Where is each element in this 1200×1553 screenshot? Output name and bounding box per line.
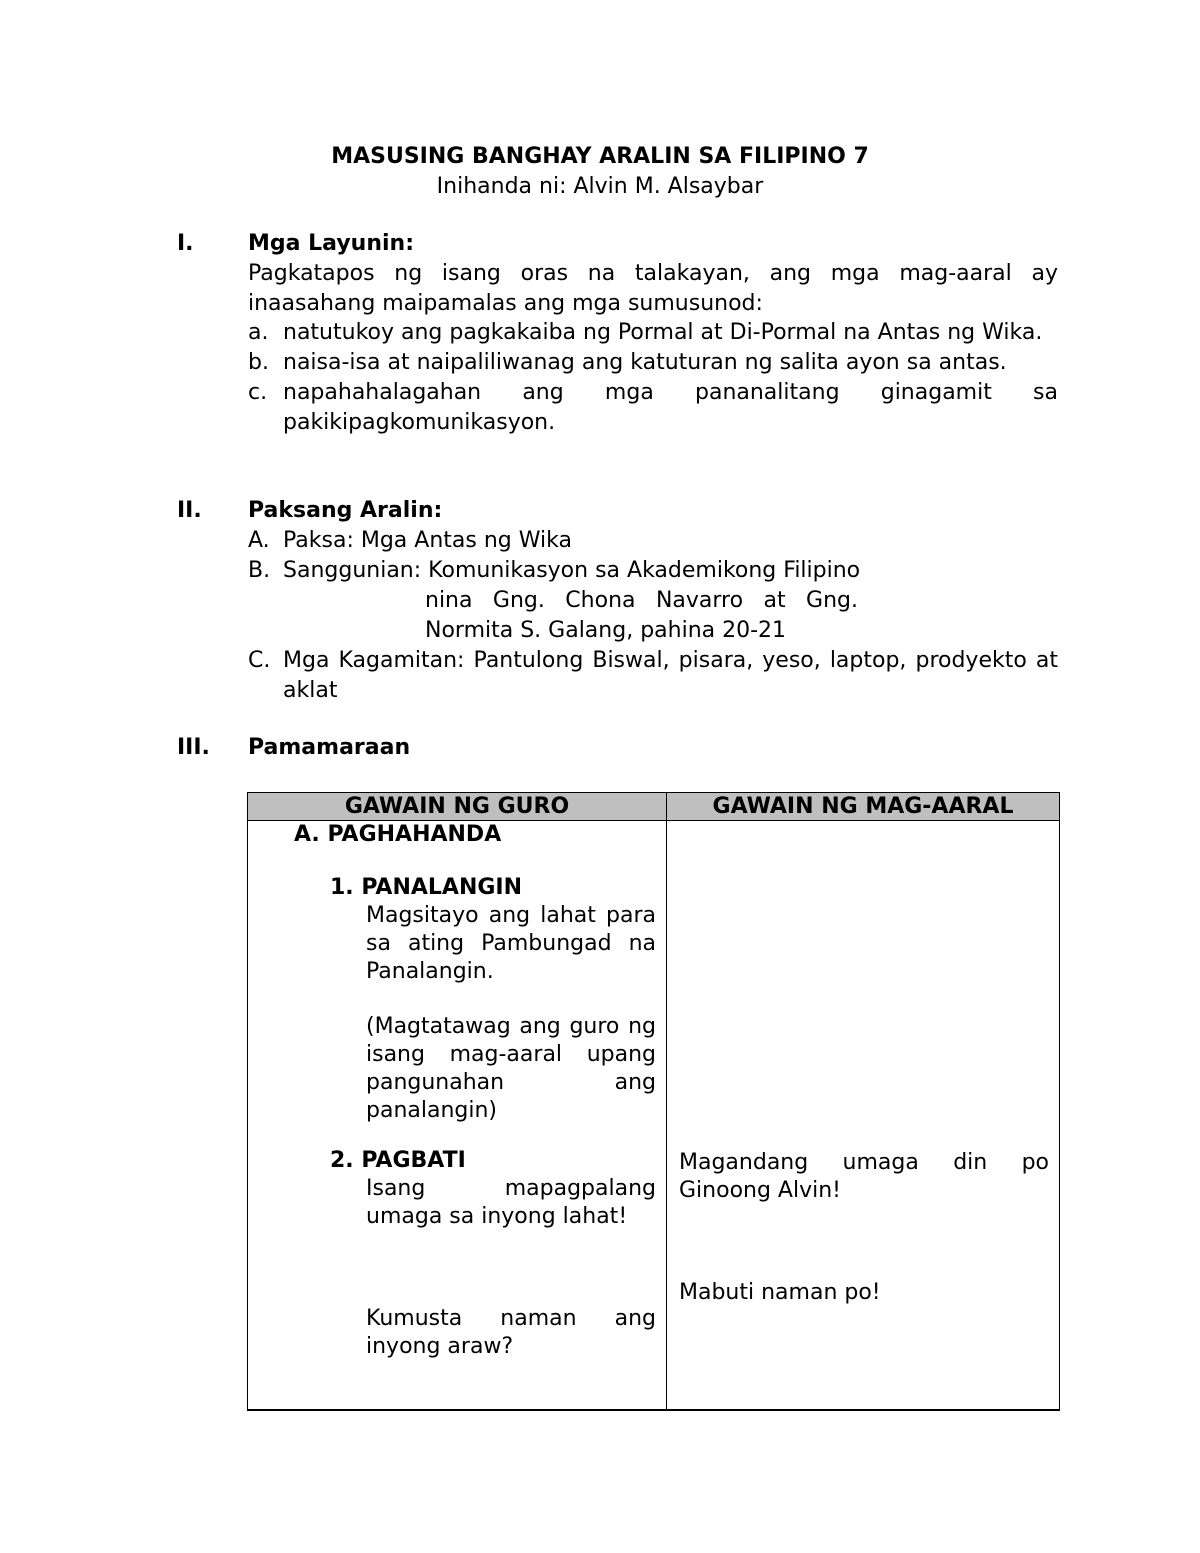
document-title: MASUSING BANGHAY ARALIN SA FILIPINO 7 bbox=[331, 144, 869, 169]
list-item-text: natutukoy ang pagkakaiba ng Pormal at Di-Pormal na Antas ng Wika. bbox=[283, 320, 1043, 345]
header-student: GAWAIN NG MAG-AARAL bbox=[667, 793, 1060, 821]
list-item bbox=[248, 318, 1058, 348]
list-marker: a. bbox=[248, 320, 269, 345]
topic-list bbox=[248, 526, 1058, 706]
list-item-text: Sanggunian: Komunikasyon sa Akademikong Filipino bbox=[283, 558, 861, 583]
list-item bbox=[248, 646, 1058, 706]
list-item bbox=[248, 556, 1058, 646]
table-header-row bbox=[248, 793, 1060, 821]
step1-note: (Magtatawag ang guro ng isang mag-aaral upang pangunahan ang panalangin) bbox=[366, 1014, 656, 1123]
list-item bbox=[248, 348, 1058, 378]
step2-text: Isang mapagpalang umaga sa inyong lahat! bbox=[366, 1176, 656, 1229]
student-reply-1: Magandang umaga din po Ginoong Alvin! bbox=[679, 1150, 1049, 1203]
prepared-by: Inihanda ni: Alvin M. Alsaybar bbox=[436, 174, 764, 199]
teacher-cell bbox=[248, 821, 667, 1411]
list-item-text: Mga Kagamitan: Pantulong Biswal, pisara, yeso, laptop, prodyekto at aklat bbox=[283, 648, 1058, 703]
step1-heading: 1. PANALANGIN bbox=[330, 875, 523, 900]
list-marker: b. bbox=[248, 350, 269, 375]
objectives-list bbox=[248, 318, 1058, 438]
reference-continuation: nina Gng. Chona Navarro at Gng. Normita S. Galang, pahina 20-21 bbox=[425, 588, 858, 643]
step1-text: Magsitayo ang lahat para sa ating Pambungad na Panalangin. bbox=[366, 903, 656, 984]
section-1-number: I. bbox=[177, 231, 194, 256]
list-item bbox=[248, 378, 1058, 438]
list-marker: C. bbox=[248, 648, 271, 673]
list-marker: B. bbox=[248, 558, 271, 583]
part-heading: A. PAGHAHANDA bbox=[294, 822, 502, 847]
student-cell bbox=[667, 821, 1060, 1411]
step2-heading: 2. PAGBATI bbox=[330, 1148, 466, 1173]
objectives-intro: Pagkatapos ng isang oras na talakayan, ang mga mag-aaral ay inaasahang maipamalas ang mga sumusunod: bbox=[248, 261, 1058, 316]
lesson-table bbox=[247, 792, 1060, 1411]
list-marker: c. bbox=[248, 380, 268, 405]
section-2-title: Paksang Aralin: bbox=[248, 498, 443, 523]
header-teacher: GAWAIN NG GURO bbox=[248, 793, 667, 821]
section-3-title: Pamamaraan bbox=[248, 735, 411, 760]
section-3-number: III. bbox=[177, 735, 210, 760]
list-item-text: naisa-isa at naipaliliwanag ang katuturan ng salita ayon sa antas. bbox=[283, 350, 1007, 375]
list-marker: A. bbox=[248, 528, 270, 553]
student-reply-2: Mabuti naman po! bbox=[679, 1280, 881, 1305]
section-2-number: II. bbox=[177, 498, 202, 523]
list-item-text: napahahalagahan ang mga pananalitang ginagamit sa pakikipagkomunikasyon. bbox=[283, 380, 1058, 435]
step2-question: Kumusta naman ang inyong araw? bbox=[366, 1306, 656, 1359]
table-row bbox=[248, 821, 1060, 1411]
list-item bbox=[248, 526, 1058, 556]
section-1-title: Mga Layunin: bbox=[248, 231, 414, 256]
list-item-text: Paksa: Mga Antas ng Wika bbox=[283, 528, 572, 553]
